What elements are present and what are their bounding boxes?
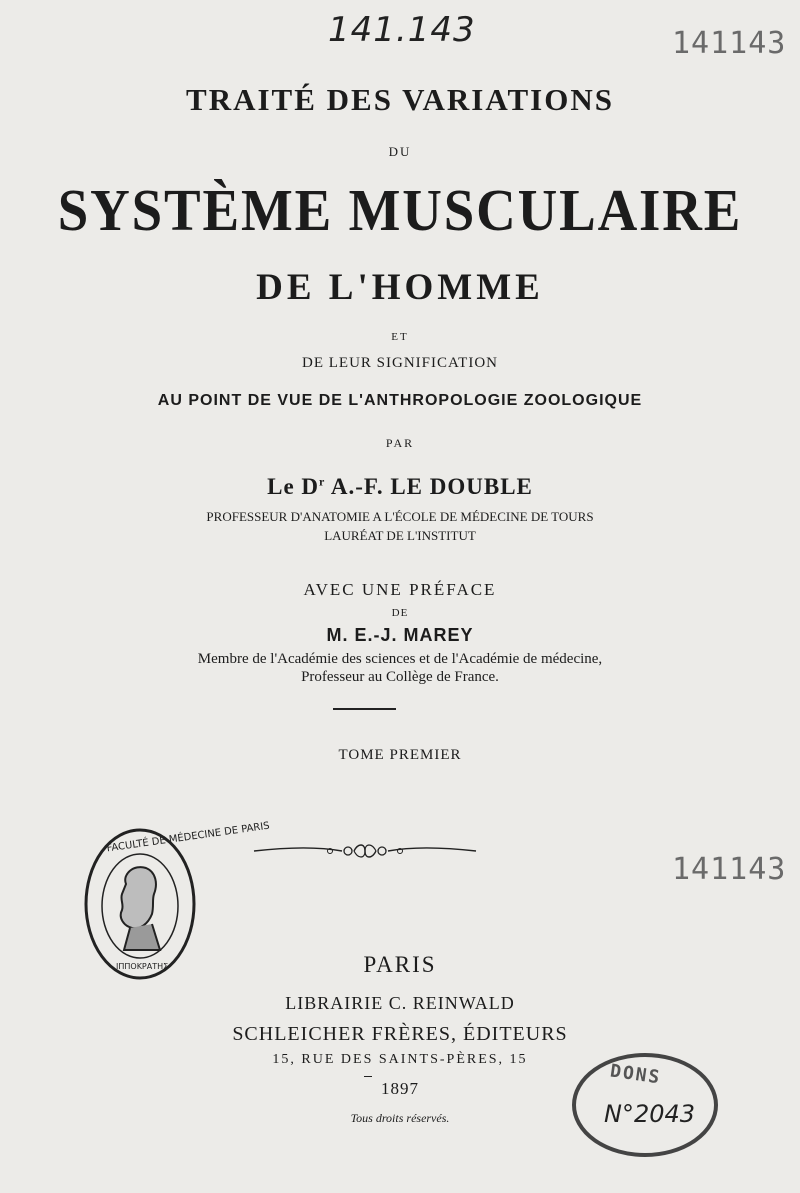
title-line-et: ET	[391, 331, 409, 343]
dons-stamp	[570, 1050, 720, 1160]
stamp-number-top: 141143	[672, 26, 787, 61]
publisher-line-2: SCHLEICHER FRÈRES, ÉDITEURS	[232, 1023, 568, 1045]
volume-label: TOME PREMIER	[338, 747, 462, 763]
rights-notice: Tous droits réservés.	[350, 1111, 450, 1125]
author-prefix-dr: $D^r$	[301, 474, 326, 499]
stamp-number-bottom: 141143	[672, 852, 787, 887]
preface-role-1: Membre de l'Académie des sciences et de l'Académie de médecine,	[197, 651, 603, 667]
author-role-1: PROFESSEUR D'ANATOMIE A L'ÉCOLE DE MÉDECINE DE TOURS	[206, 509, 594, 524]
preface-author-name: M. E.-J. MAREY	[326, 625, 474, 645]
title-line-du: DU	[388, 144, 412, 159]
faculty-stamp-bottom-text: ΙΠΠΟΚΡΑΤΗΣ	[116, 962, 169, 971]
author-par: PAR	[385, 436, 415, 450]
author-role-2: LAURÉAT DE L'INSTITUT	[324, 528, 476, 543]
preface-role-2: Professeur au Collège de France.	[301, 669, 499, 685]
author-name-line	[0, 474, 800, 500]
title-main: SYSTÈME MUSCULAIRE	[57, 177, 743, 243]
title-line-signification: DE LEUR SIGNIFICATION	[302, 355, 498, 371]
publisher-address: 15, RUE DES SAINTS-PÈRES, 15	[272, 1052, 528, 1067]
author-name: A.-F. LE DOUBLE	[330, 474, 533, 499]
ornament-flourish	[250, 838, 480, 864]
faculty-stamp-text: FACULTÉ DE MÉDECINE DE PARIS	[106, 820, 271, 855]
title-line-anthropologie: AU POINT DE VUE DE L'ANTHROPOLOGIE ZOOLOGIQUE	[157, 392, 643, 409]
dons-stamp-number: N°2043	[604, 1100, 696, 1128]
preface-line-1: AVEC UNE PRÉFACE	[303, 580, 497, 599]
publisher-line-1: LIBRAIRIE C. REINWALD	[285, 993, 515, 1013]
publisher-city: PARIS	[363, 952, 437, 977]
publication-year: 1897	[381, 1079, 419, 1098]
preface-line-de: DE	[391, 607, 409, 619]
title-line-1: TRAITÉ DES VARIATIONS	[186, 82, 614, 117]
divider-rule	[333, 708, 396, 710]
title-line-homme: DE L'HOMME	[256, 267, 544, 308]
year-dash	[364, 1076, 372, 1077]
dons-stamp-label: DONS	[608, 1060, 663, 1089]
author-prefix-le: Le	[267, 474, 295, 499]
handwritten-catalog-number: 141.143	[328, 10, 476, 50]
